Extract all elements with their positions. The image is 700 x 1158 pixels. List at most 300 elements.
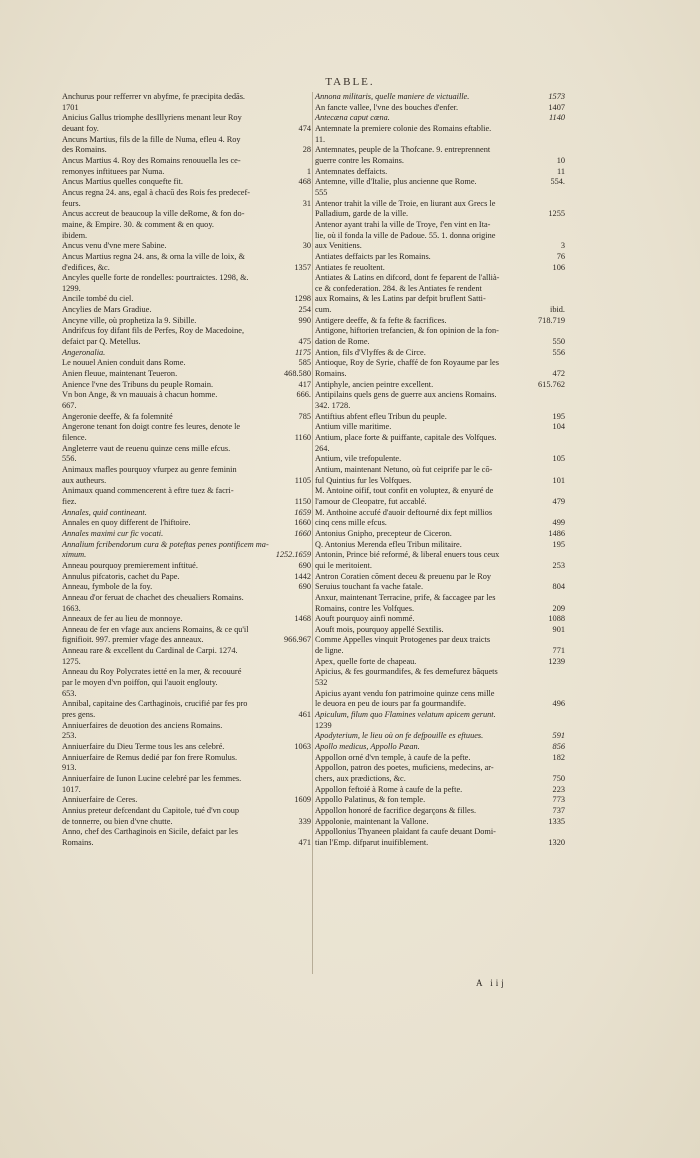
entry-text: Apiculum, filum quo Flamines velatum apicem gerunt. bbox=[315, 710, 496, 720]
page-reference: 479 bbox=[552, 496, 565, 506]
page-reference: 496 bbox=[552, 699, 565, 709]
index-entry bbox=[315, 209, 565, 220]
page-reference: 195 bbox=[552, 411, 565, 421]
page-reference: 856 bbox=[552, 742, 565, 752]
page-reference: 10 bbox=[556, 155, 565, 165]
entry-text: Antiates fe reuoltent. bbox=[315, 262, 385, 272]
index-entry bbox=[315, 806, 565, 817]
entry-text: Antigere deeffe, & fa fefte & facrifices. bbox=[315, 315, 447, 325]
entry-text: Apollo medicus, Appollo Pæan. bbox=[315, 742, 420, 752]
index-entry bbox=[315, 316, 565, 327]
index-entry bbox=[62, 540, 311, 551]
index-entry bbox=[62, 358, 311, 369]
entry-text: Antonin, Prince bié reformé, & liberal enuers tous ceux bbox=[315, 550, 500, 560]
entry-text: Animaux mafles pourquoy vfurpez au genre feminin bbox=[62, 464, 237, 474]
entry-text: Appolonie, maintenant la Vallone. bbox=[315, 816, 429, 826]
entry-text: filence. bbox=[62, 433, 87, 442]
page-reference: 804 bbox=[552, 582, 565, 592]
index-entry bbox=[62, 572, 311, 583]
index-entry bbox=[62, 135, 311, 146]
index-entry bbox=[62, 412, 311, 423]
entry-text: 913. bbox=[62, 763, 77, 773]
entry-text: Anniuerfaire de Remus dedié par fon frere Romulus. bbox=[62, 752, 238, 762]
entry-text: Antium, maintenant Netuno, où fut ceiprife par le cō- bbox=[315, 464, 493, 474]
entry-text: Comme Appelles vinquit Protogenes par deux traicts bbox=[315, 635, 491, 645]
index-entry bbox=[62, 156, 311, 167]
entry-text: Anniuerfaire de Iunon Lucine celebré par les femmes. bbox=[62, 774, 242, 783]
page-reference: 1486 bbox=[548, 528, 565, 538]
entry-text: 1275. bbox=[62, 656, 81, 666]
entry-text: d'edifices, &c. bbox=[62, 262, 110, 272]
index-entry bbox=[62, 604, 311, 615]
page-reference: 771 bbox=[552, 646, 565, 656]
entry-text: Anneau de fer en vfage aux anciens Romains, & ce qu'il bbox=[62, 624, 249, 634]
index-entry bbox=[315, 220, 565, 231]
index-entry bbox=[315, 465, 565, 476]
index-entry bbox=[315, 199, 565, 210]
index-entry bbox=[62, 593, 311, 604]
index-entry bbox=[315, 263, 565, 274]
page-reference: 209 bbox=[552, 603, 565, 613]
entry-text: Antenor trahit la ville de Troie, en liurant aux Grecs le bbox=[315, 198, 496, 208]
index-entry bbox=[62, 742, 311, 753]
running-header: TABLE. bbox=[325, 76, 375, 88]
entry-text: Anxur, maintenant Terracine, prife, & faccagee par les bbox=[315, 592, 496, 602]
entry-text: ce & confederation. 284. & les Antiates fe rendent bbox=[315, 283, 482, 293]
entry-text: Ancus Martius 4. Roy des Romains renouuella les ce- bbox=[62, 155, 241, 165]
index-entry bbox=[315, 326, 565, 337]
entry-text: Antiphyle, ancien peintre excellent. bbox=[315, 379, 434, 389]
entry-text: Antiates & Latins en difcord, dont fe feparent de l'allià- bbox=[315, 273, 500, 283]
page-reference: 690 bbox=[298, 560, 311, 570]
page-reference: 615.762 bbox=[538, 379, 565, 389]
index-entry bbox=[62, 721, 311, 732]
entry-text: Annales maximi cur fic vocati. bbox=[62, 528, 164, 538]
index-entry bbox=[62, 113, 311, 124]
page-reference: 785 bbox=[298, 411, 311, 421]
entry-text: Antium, place forte & puiffante, capitale des Volfques. bbox=[315, 433, 497, 442]
index-entry bbox=[315, 508, 565, 519]
entry-text: Ancus Martius quelles conquefte fit. bbox=[62, 177, 183, 187]
page-reference: 223 bbox=[552, 784, 565, 794]
index-entry bbox=[315, 689, 565, 700]
page-reference: 474 bbox=[298, 123, 311, 133]
entry-text: Antemnates deffaicts. bbox=[315, 166, 388, 176]
page-reference: 1063 bbox=[294, 742, 311, 752]
index-entry bbox=[62, 337, 311, 348]
page-reference: 1105 bbox=[294, 475, 311, 485]
entry-text: 1239 bbox=[315, 720, 332, 730]
entry-text: Anicius Gallus triomphe desIllyriens menant leur Roy bbox=[62, 113, 242, 123]
page-reference: 468.580 bbox=[284, 369, 311, 379]
entry-text: Antecæna caput cœna. bbox=[315, 113, 390, 123]
index-entry bbox=[315, 838, 565, 849]
entry-text: Antigone, hiftorien trefancien, & fon opinion de la fon- bbox=[315, 326, 499, 336]
entry-text: Anneau d'or feruat de chachet des cheualiers Romains. bbox=[62, 592, 244, 602]
index-entry bbox=[315, 795, 565, 806]
index-entry bbox=[62, 305, 311, 316]
page-reference: 1 bbox=[306, 166, 311, 176]
page-reference: 28 bbox=[302, 145, 311, 155]
index-entry bbox=[315, 337, 565, 348]
index-entry bbox=[315, 284, 565, 295]
page-reference: 1298 bbox=[294, 294, 311, 304]
entry-text: Romains, contre les Volfques. bbox=[315, 603, 415, 613]
entry-text: 532 bbox=[315, 678, 328, 688]
index-entry bbox=[62, 444, 311, 455]
index-entry bbox=[62, 529, 311, 540]
entry-text: Apicius, & fes gourmandifes, & fes demefurez bāquets bbox=[315, 667, 498, 677]
entry-text: 1663. bbox=[62, 603, 81, 613]
entry-text: Seruius touchant fa vache fatale. bbox=[315, 582, 424, 592]
entry-text: Anience l'vne des Tribuns du peuple Romain. bbox=[62, 379, 214, 389]
entry-text: Anniuerfaires de deuotion des anciens Romains. bbox=[62, 720, 223, 730]
index-entry bbox=[62, 657, 311, 668]
index-entry bbox=[315, 497, 565, 508]
index-entry bbox=[62, 220, 311, 231]
entry-text: Anneau rare & excellent du Cardinal de Carpi. 1274. bbox=[62, 646, 238, 656]
page-reference: 966.967 bbox=[284, 635, 311, 645]
entry-text: des Romains. bbox=[62, 145, 107, 155]
page-reference: 106 bbox=[552, 262, 565, 272]
index-entry bbox=[315, 561, 565, 572]
entry-text: Ancyles quelle forte de rondelles: pourtraictes. 1298, &. bbox=[62, 273, 249, 283]
index-entry bbox=[315, 572, 565, 583]
page-reference: 468 bbox=[298, 177, 311, 187]
index-entry bbox=[315, 444, 565, 455]
entry-text: Ancus accreut de beaucoup la ville deRome, & fon do- bbox=[62, 209, 245, 219]
page-reference: 11 bbox=[557, 166, 565, 176]
page-reference: 76 bbox=[556, 251, 565, 261]
page-reference: 1335 bbox=[548, 816, 565, 826]
index-entry bbox=[62, 348, 311, 359]
index-entry bbox=[62, 316, 311, 327]
page-reference: 718.719 bbox=[538, 315, 565, 325]
entry-text: 264. bbox=[315, 443, 330, 453]
index-entry bbox=[62, 401, 311, 412]
page-reference: 554. bbox=[550, 177, 565, 187]
index-entry bbox=[62, 231, 311, 242]
index-entry bbox=[62, 326, 311, 337]
page-reference: 1252.1659 bbox=[275, 550, 311, 560]
entry-text: chers, aux prædictions, &c. bbox=[315, 774, 406, 783]
page-reference: 30 bbox=[302, 241, 311, 251]
entry-text: Anneau du Roy Polycrates ietté en la mer, & recouuré bbox=[62, 667, 242, 677]
index-entry bbox=[62, 763, 311, 774]
page-reference: 417 bbox=[298, 379, 311, 389]
entry-text: aux Romains, & les Latins par defpit bruflent Satti- bbox=[315, 294, 486, 304]
entry-text: Antemne, ville d'Italie, plus ancienne que Rome. bbox=[315, 177, 477, 187]
entry-text: Appollonius Thyaneen plaidant fa caufe deuant Domi- bbox=[315, 827, 496, 837]
index-entry bbox=[62, 124, 311, 135]
entry-text: Ancus venu d'vne mere Sabine. bbox=[62, 241, 167, 251]
entry-text: ibidem. bbox=[62, 230, 88, 240]
index-entry bbox=[62, 390, 311, 401]
index-entry bbox=[315, 124, 565, 135]
entry-text: Annalium fcribendorum cura & poteftas penes pontificem ma- bbox=[62, 539, 269, 549]
entry-text: 1299. bbox=[62, 283, 81, 293]
index-entry bbox=[315, 113, 565, 124]
index-entry bbox=[315, 380, 565, 391]
entry-text: Ancylies de Mars Gradiue. bbox=[62, 305, 152, 315]
page-reference: 690 bbox=[298, 582, 311, 592]
index-entry bbox=[315, 486, 565, 497]
page-reference: 1088 bbox=[548, 614, 565, 624]
page-reference: 1573 bbox=[548, 92, 565, 101]
entry-text: par le moyen d'vn poiffon, qui l'auoit englouty. bbox=[62, 678, 218, 688]
index-entry bbox=[315, 785, 565, 796]
index-column-left bbox=[62, 92, 311, 849]
entry-text: Aouft pourquoy ainfi nommé. bbox=[315, 614, 415, 624]
entry-text: pres gens. bbox=[62, 710, 96, 720]
entry-text: Annibal, capitaine des Carthaginois, crucifié par fes pro bbox=[62, 699, 248, 709]
index-entry bbox=[315, 635, 565, 646]
index-entry bbox=[315, 358, 565, 369]
index-entry bbox=[315, 667, 565, 678]
index-entry bbox=[315, 412, 565, 423]
entry-text: cum. bbox=[315, 305, 332, 315]
entry-text: Appollon, patron des poetes, muficiens, medecins, ar- bbox=[315, 763, 494, 773]
entry-text: Ancile tombé du ciel. bbox=[62, 294, 134, 304]
entry-text: ful Quintius fur les Volfques. bbox=[315, 475, 412, 485]
entry-text: Antemnate la premiere colonie des Romains eftablie. bbox=[315, 123, 492, 133]
index-entry bbox=[315, 156, 565, 167]
index-entry bbox=[62, 188, 311, 199]
index-entry bbox=[315, 252, 565, 263]
index-entry bbox=[315, 167, 565, 178]
entry-text: ximum. bbox=[62, 550, 87, 560]
page-reference: 1357 bbox=[294, 262, 311, 272]
column-divider bbox=[312, 92, 313, 974]
index-entry bbox=[315, 476, 565, 487]
index-entry bbox=[315, 103, 565, 114]
page-reference: 499 bbox=[552, 518, 565, 528]
index-entry bbox=[62, 103, 311, 114]
index-entry bbox=[315, 92, 565, 103]
page-reference: 1442 bbox=[294, 571, 311, 581]
index-entry bbox=[62, 380, 311, 391]
page-reference: 101 bbox=[552, 475, 565, 485]
index-entry bbox=[62, 817, 311, 828]
page-reference: 550 bbox=[552, 337, 565, 347]
page-reference: 737 bbox=[552, 805, 565, 815]
entry-text: Ancus regna 24. ans, egal à chacū des Rois fes predecef- bbox=[62, 187, 250, 197]
page-reference: 1150 bbox=[294, 496, 311, 506]
index-entry bbox=[62, 678, 311, 689]
index-entry bbox=[315, 774, 565, 785]
entry-text: Ancuns Martius, fils de la fille de Numa, efleu 4. Roy bbox=[62, 134, 241, 144]
entry-text: Appollo Palatinus, & fon temple. bbox=[315, 795, 426, 805]
page-reference: 254 bbox=[298, 305, 311, 315]
entry-text: Annona militaris, quelle maniere de victuaille. bbox=[315, 92, 470, 101]
entry-text: Antion, fils d'Vlyffes & de Circe. bbox=[315, 347, 426, 357]
index-entry bbox=[62, 209, 311, 220]
index-entry bbox=[62, 785, 311, 796]
page-reference: 1659 bbox=[294, 507, 311, 517]
index-entry bbox=[62, 582, 311, 593]
index-entry bbox=[62, 465, 311, 476]
page-reference: 1660 bbox=[294, 528, 311, 538]
entry-text: Anneaux de fer au lieu de monnoye. bbox=[62, 614, 183, 624]
index-entry bbox=[315, 742, 565, 753]
page-reference: 1239 bbox=[548, 656, 565, 666]
entry-text: Annales, quid contineant. bbox=[62, 507, 147, 517]
index-entry bbox=[62, 486, 311, 497]
index-entry bbox=[315, 518, 565, 529]
index-entry bbox=[315, 305, 565, 316]
page-reference: 591 bbox=[552, 731, 565, 741]
entry-text: tian l'Emp. difparut inuifiblement. bbox=[315, 837, 429, 847]
entry-text: Angeronalia. bbox=[62, 347, 106, 357]
page-reference: 990 bbox=[298, 315, 311, 325]
entry-text: Apodyterium, le lieu où on fe defpouille es eftuues. bbox=[315, 731, 484, 741]
index-entry bbox=[62, 635, 311, 646]
page-reference: 1407 bbox=[548, 102, 565, 112]
entry-text: maine, & Empire. 30. & comment & en quoy. bbox=[62, 219, 215, 229]
index-entry bbox=[62, 838, 311, 849]
entry-text: Anneau pourquoy premierement inftitué. bbox=[62, 560, 198, 570]
index-entry bbox=[62, 433, 311, 444]
entry-text: Apex, quelle forte de chapeau. bbox=[315, 656, 417, 666]
index-entry bbox=[62, 294, 311, 305]
entry-text: Antonius Gnipho, precepteur de Ciceron. bbox=[315, 528, 452, 538]
entry-text: Annulus pifcatoris, cachet du Pape. bbox=[62, 571, 180, 581]
entry-text: de tonnerre, ou bien d'vne chutte. bbox=[62, 816, 173, 826]
entry-text: aux Venitiens. bbox=[315, 241, 362, 251]
index-entry bbox=[315, 401, 565, 412]
entry-text: deuant foy. bbox=[62, 123, 99, 133]
page-reference: 105 bbox=[552, 454, 565, 464]
index-entry bbox=[62, 476, 311, 487]
index-entry bbox=[315, 763, 565, 774]
index-entry bbox=[315, 710, 565, 721]
index-entry bbox=[62, 92, 311, 103]
index-entry bbox=[62, 550, 311, 561]
index-entry bbox=[315, 529, 565, 540]
entry-text: 653. bbox=[62, 688, 77, 698]
entry-text: Andrifcus foy difant fils de Perfes, Roy de Macedoine, bbox=[62, 326, 245, 336]
page-reference: 3 bbox=[560, 241, 565, 251]
entry-text: Aouft mois, pourquoy appellé Sextilis. bbox=[315, 624, 444, 634]
entry-text: Antemnates, peuple de la Thofcane. 9. entreprennent bbox=[315, 145, 491, 155]
index-entry bbox=[62, 167, 311, 178]
index-entry bbox=[62, 806, 311, 817]
page-reference: 1160 bbox=[294, 433, 311, 442]
page-reference: 104 bbox=[552, 422, 565, 432]
index-entry bbox=[62, 753, 311, 764]
entry-text: Antipilains quels gens de guerre aux anciens Romains. bbox=[315, 390, 497, 400]
index-entry bbox=[315, 731, 565, 742]
entry-text: Appollon honoré de facrifice degarçons & filles. bbox=[315, 805, 477, 815]
index-entry bbox=[62, 646, 311, 657]
index-entry bbox=[315, 177, 565, 188]
page-reference: 773 bbox=[552, 795, 565, 805]
index-entry bbox=[62, 454, 311, 465]
entry-text: qui le meritoient. bbox=[315, 560, 372, 570]
page-reference: 1175 bbox=[295, 347, 311, 357]
page-reference: 339 bbox=[298, 816, 311, 826]
entry-text: Anchurus pour refferrer vn abyfme, fe præcipita dedās. bbox=[62, 92, 245, 101]
index-entry bbox=[62, 614, 311, 625]
entry-text: An fancte vallee, l'vne des bouches d'enfer. bbox=[315, 102, 459, 112]
index-entry bbox=[315, 241, 565, 252]
index-entry bbox=[62, 795, 311, 806]
page-reference: 1255 bbox=[548, 209, 565, 219]
index-entry bbox=[62, 561, 311, 572]
entry-text: 555 bbox=[315, 187, 328, 197]
page-reference: 1609 bbox=[294, 795, 311, 805]
index-entry bbox=[315, 699, 565, 710]
entry-text: Angeronie deeffe, & fa folemnité bbox=[62, 411, 173, 421]
entry-text: fignifioit. 997. premier vfage des anneaux. bbox=[62, 635, 204, 645]
index-entry bbox=[315, 604, 565, 615]
index-entry bbox=[315, 678, 565, 689]
entry-text: guerre contre les Romains. bbox=[315, 155, 404, 165]
entry-text: Antenor ayant trahi la ville de Troye, f'en vint en Ita- bbox=[315, 219, 491, 229]
entry-text: M. Anthoine accufé d'auoir deftourné dix fept millios bbox=[315, 507, 493, 517]
index-entry bbox=[315, 582, 565, 593]
index-entry bbox=[315, 390, 565, 401]
index-entry bbox=[62, 625, 311, 636]
index-entry bbox=[315, 188, 565, 199]
page-reference: 1468 bbox=[294, 614, 311, 624]
entry-text: Antiates deffaicts par les Romains. bbox=[315, 251, 431, 261]
entry-text: Antium ville maritime. bbox=[315, 422, 392, 432]
index-entry bbox=[62, 699, 311, 710]
entry-text: fiez. bbox=[62, 496, 77, 506]
entry-text: defaict par Q. Metellus. bbox=[62, 337, 141, 347]
page-reference: 461 bbox=[298, 710, 311, 720]
entry-text: 253. bbox=[62, 731, 77, 741]
entry-text: Romains. bbox=[315, 369, 347, 379]
signature-mark: A iij bbox=[476, 978, 507, 988]
entry-text: M. Antoine oifif, tout confit en voluptez, & enyuré de bbox=[315, 486, 494, 496]
entry-text: Ancyne ville, où prophetiza la 9. Sibille. bbox=[62, 315, 197, 325]
page-reference: 471 bbox=[298, 837, 311, 847]
page-reference: ibid. bbox=[550, 305, 565, 315]
index-entry bbox=[315, 369, 565, 380]
entry-text: Anien fleuue, maintenant Teueron. bbox=[62, 369, 178, 379]
page-reference: 253 bbox=[552, 560, 565, 570]
entry-text: 556. bbox=[62, 454, 77, 464]
index-entry bbox=[315, 540, 565, 551]
index-entry bbox=[315, 646, 565, 657]
entry-text: Antron Coratien cōment deceu & preuenu par le Roy bbox=[315, 571, 492, 581]
entry-text: Palladium, garde de la ville. bbox=[315, 209, 409, 219]
index-entry bbox=[62, 199, 311, 210]
index-entry bbox=[62, 774, 311, 785]
entry-text: Le nouuel Anien conduit dans Rome. bbox=[62, 358, 186, 368]
index-entry bbox=[315, 550, 565, 561]
index-entry bbox=[315, 433, 565, 444]
page-reference: 1140 bbox=[549, 113, 565, 123]
entry-text: Anniuerfaire de Ceres. bbox=[62, 795, 138, 805]
entry-text: lie, où il fonda la ville de Padoue. 55. 1. donna origine bbox=[315, 230, 496, 240]
index-entry bbox=[62, 369, 311, 380]
entry-text: Anniuerfaire du Dieu Terme tous les ans celebré. bbox=[62, 742, 225, 752]
index-entry bbox=[62, 252, 311, 263]
page-reference: 182 bbox=[552, 752, 565, 762]
page-reference: 475 bbox=[298, 337, 311, 347]
entry-text: Antium, vile trefopulente. bbox=[315, 454, 402, 464]
page-reference: 901 bbox=[552, 624, 565, 634]
index-entry bbox=[315, 273, 565, 284]
entry-text: l'amour de Cleopatre, fut accablé. bbox=[315, 496, 427, 506]
index-entry bbox=[62, 422, 311, 433]
index-entry bbox=[315, 294, 565, 305]
entry-text: 667. bbox=[62, 401, 77, 411]
index-entry bbox=[62, 263, 311, 274]
